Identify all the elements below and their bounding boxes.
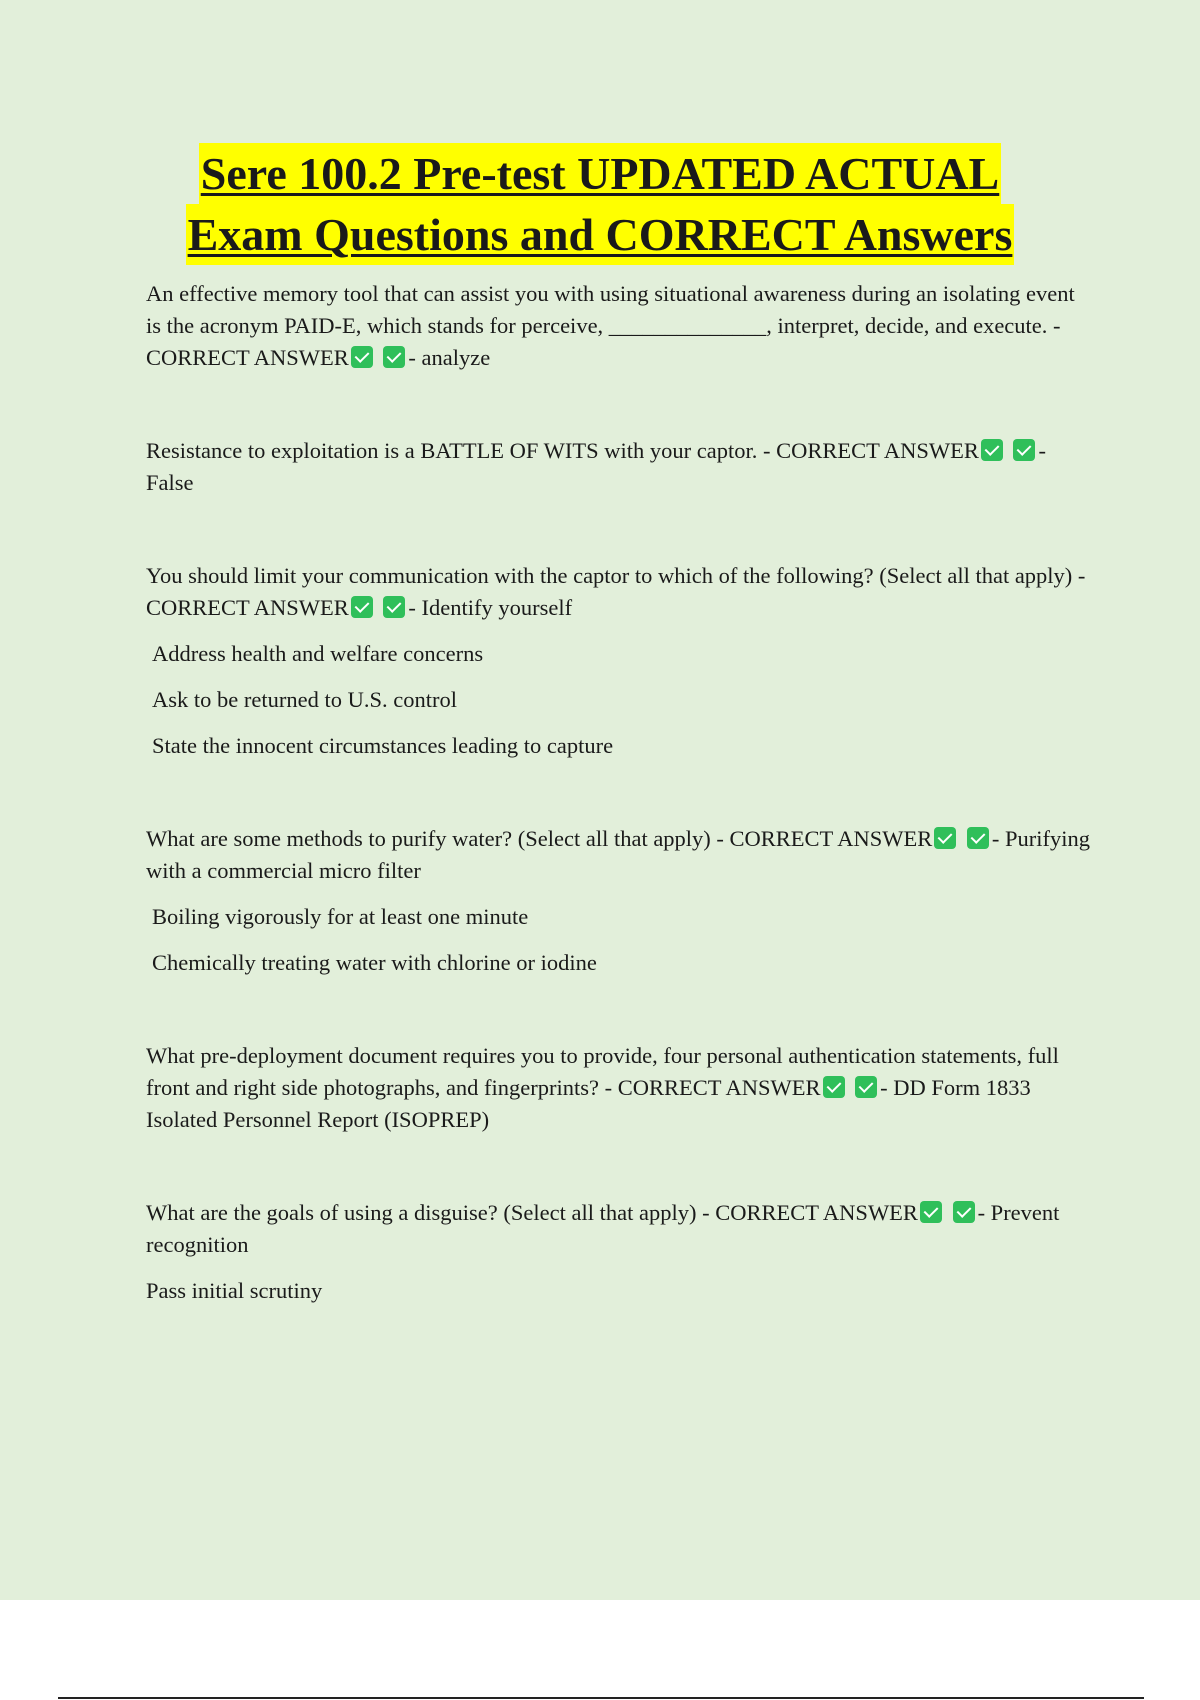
question-paragraph bbox=[146, 1197, 1091, 1261]
qa-item bbox=[146, 1040, 1091, 1136]
additional-answer: Pass initial scrutiny bbox=[146, 1278, 323, 1303]
answer-text: - Identify yourself bbox=[408, 595, 573, 620]
check-icon bbox=[383, 346, 405, 368]
qa-item bbox=[146, 278, 1091, 374]
check-icon bbox=[351, 346, 373, 368]
answer-text: - Purifying with a commercial micro filter bbox=[146, 826, 1091, 883]
additional-answer: Ask to be returned to U.S. control bbox=[152, 687, 457, 712]
additional-answer: Address health and welfare concerns bbox=[152, 641, 484, 666]
answer-text: - Prevent recognition bbox=[146, 1200, 1060, 1257]
question-paragraph bbox=[146, 278, 1091, 374]
check-icon bbox=[920, 1201, 942, 1223]
title-line-2: Exam Questions and CORRECT Answers bbox=[186, 204, 1015, 265]
check-icon bbox=[953, 1201, 975, 1223]
check-icon bbox=[967, 827, 989, 849]
qa-item bbox=[146, 1197, 1091, 1307]
answer-text: - DD Form 1833 Isolated Personnel Report (ISOPREP) bbox=[146, 1075, 1031, 1132]
check-icon bbox=[823, 1076, 845, 1098]
additional-answer: Boiling vigorously for at least one minute bbox=[152, 904, 529, 929]
question-text: You should limit your communication with the captor to which of the following? (Select all that apply) - CORRECT ANSWER bbox=[146, 563, 1086, 620]
title-line-1: Sere 100.2 Pre-test UPDATED ACTUAL bbox=[199, 143, 1002, 204]
additional-answer: State the innocent circumstances leading to capture bbox=[152, 733, 614, 758]
qa-item bbox=[146, 435, 1091, 499]
question-text: Resistance to exploitation is a BATTLE OF WITS with your captor. - CORRECT ANSWER bbox=[146, 438, 979, 463]
additional-answer: Chemically treating water with chlorine or iodine bbox=[152, 950, 597, 975]
document-title bbox=[0, 143, 1200, 265]
question-text: An effective memory tool that can assist you with using situational awareness during an isolating event is the acronym PAID-E, which stands for perceive, ______________, interpret, decide, and execute. - CORRECT ANSWER bbox=[146, 281, 1075, 370]
question-text: What are the goals of using a disguise? (Select all that apply) - CORRECT ANSWER bbox=[146, 1200, 918, 1225]
answer-text: - False bbox=[146, 438, 1046, 495]
check-icon bbox=[383, 596, 405, 618]
check-icon bbox=[981, 439, 1003, 461]
check-icon bbox=[934, 827, 956, 849]
question-paragraph bbox=[146, 435, 1091, 499]
check-icon bbox=[1013, 439, 1035, 461]
qa-list bbox=[146, 278, 1091, 1307]
question-text: What are some methods to purify water? (Select all that apply) - CORRECT ANSWER bbox=[146, 826, 933, 851]
question-text: What pre-deployment document requires you to provide, four personal authentication statements, full front and right side photographs, and fingerprints? - CORRECT ANSWER bbox=[146, 1043, 1059, 1100]
footer-divider bbox=[58, 1697, 1144, 1699]
question-paragraph bbox=[146, 823, 1091, 887]
qa-item bbox=[146, 823, 1091, 979]
question-paragraph bbox=[146, 1040, 1091, 1136]
qa-item bbox=[146, 560, 1091, 762]
check-icon bbox=[855, 1076, 877, 1098]
question-paragraph bbox=[146, 560, 1091, 624]
answer-text: - analyze bbox=[408, 345, 491, 370]
check-icon bbox=[351, 596, 373, 618]
